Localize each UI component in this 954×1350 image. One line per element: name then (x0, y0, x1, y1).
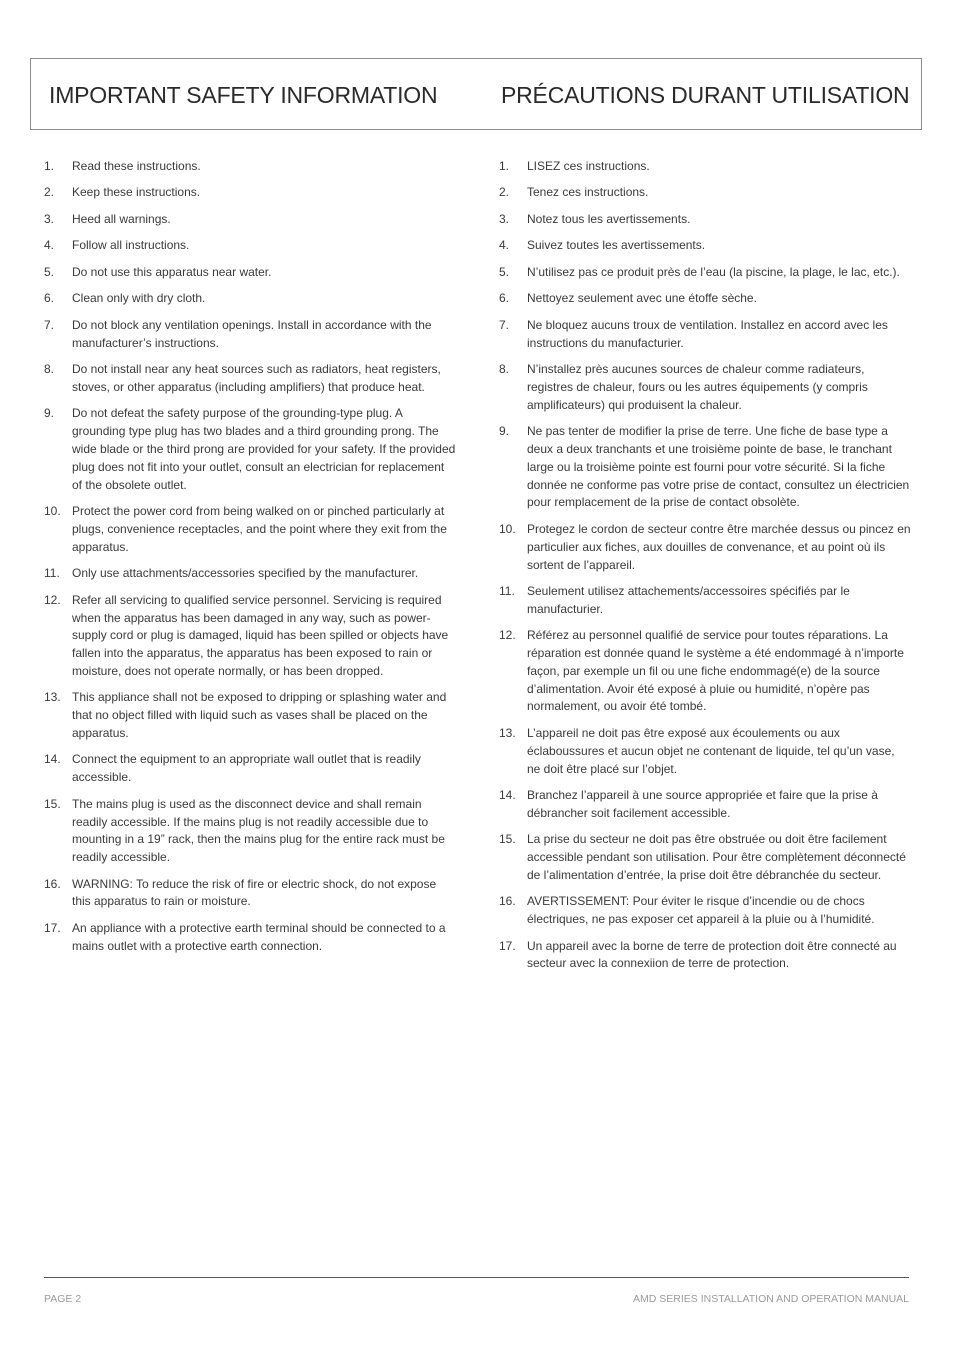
item-text: LISEZ ces instructions. (527, 159, 650, 173)
footer-page-number: PAGE 2 (44, 1293, 82, 1305)
list-item (499, 627, 911, 716)
footer-divider (44, 1277, 909, 1278)
item-text: Suivez toutes les avertissements. (527, 238, 706, 253)
list-item (499, 184, 911, 202)
list-item (44, 796, 456, 867)
list-item (499, 211, 911, 229)
item-number: 7. (499, 317, 510, 332)
list-item (499, 237, 911, 255)
list-item (499, 264, 911, 282)
item-text: Read these instructions. (72, 159, 201, 173)
list-item (499, 893, 911, 929)
safety-list-english (44, 158, 456, 964)
item-text: N’installez près aucunes sources de chaleur comme radiateurs, registres de chaleur, fours ou les autres équipements (y compris amplificateurs) qui produisent la chaleur. (527, 362, 868, 412)
list-item (499, 938, 911, 974)
list-item (44, 689, 456, 742)
item-number: 9. (499, 424, 510, 439)
item-text: Seulement utilisez attachements/accessoires spécifiés par le manufacturier. (527, 584, 850, 616)
list-item (499, 158, 911, 176)
list-item (44, 920, 456, 956)
item-text: This appliance shall not be exposed to dripping or splashing water and that no object filled with liquid such as vases shall be placed on the apparatus. (72, 690, 447, 740)
header-box (30, 58, 922, 130)
item-text: L’appareil ne doit pas être exposé aux écoulements ou aux éclaboussures et aucun objet ne contenant de liquide, tel qu’un vase, ne doit être placé sur l’objet. (527, 725, 895, 776)
item-number: 10. (499, 521, 516, 536)
item-number: 2. (44, 185, 55, 200)
list-item (44, 317, 456, 353)
list-item (499, 831, 911, 884)
footer-manual-title: AMD SERIES INSTALLATION AND OPERATION MANUAL (633, 1293, 909, 1305)
list-item (44, 405, 456, 494)
item-text: Ne pas tenter de modifier la prise de terre. Une fiche de base type a deux a deux tranchants et une troisième pointe de base, le tranchant large ou la troisième pointe est fourni pour votre sécurité. Si la fiche donnée ne conforme pas votre prise de contact, consultez un électricien pour remplacement de la prise de contact obsolète. (527, 424, 910, 510)
list-item (44, 751, 456, 787)
list-item (44, 503, 456, 556)
item-number: 16. (44, 876, 61, 891)
item-number: 15. (44, 796, 61, 811)
list-item (44, 290, 456, 308)
item-text: AVERTISSEMENT: Pour éviter le risque d’incendie ou de chocs électriques, ne pas exposer cet appareil à la pluie ou à l’humidité. (527, 894, 875, 927)
item-text: Ne bloquez aucuns troux de ventilation. Installez en accord avec les instructions du manufacturier. (527, 317, 888, 350)
item-number: 3. (499, 211, 510, 226)
item-text: Nettoyez seulement avec une étoffe sèche. (527, 291, 757, 306)
list-item (499, 787, 911, 823)
item-text: La prise du secteur ne doit pas être obstruée ou doit être facilement accessible pendant son utilisation. Pour être complètement déconnecté de l’alimentation d’entrée, la prise doit être débranchée du secteur. (527, 832, 906, 882)
item-number: 1. (44, 159, 55, 173)
item-number: 8. (499, 362, 510, 377)
item-text: Do not use this apparatus near water. (72, 264, 272, 279)
title-english: IMPORTANT SAFETY INFORMATION (49, 82, 438, 108)
item-number: 4. (499, 238, 510, 253)
item-number: 9. (44, 406, 55, 421)
item-number: 3. (44, 211, 55, 226)
list-item (44, 876, 456, 912)
item-number: 6. (499, 291, 510, 306)
item-number: 12. (499, 628, 516, 643)
item-text: Connect the equipment to an appropriate wall outlet that is readily accessible. (72, 752, 421, 785)
item-number: 11. (44, 566, 60, 581)
item-text: Un appareil avec la borne de terre de protection doit être connecté au secteur avec la connexiion de terre de protection. (527, 938, 897, 971)
list-item (499, 423, 911, 512)
list-item (499, 583, 911, 619)
item-number: 17. (44, 920, 61, 935)
item-text: Heed all warnings. (72, 211, 171, 226)
item-number: 16. (499, 894, 516, 909)
item-number: 7. (44, 317, 55, 332)
list-item (499, 521, 911, 574)
item-text: An appliance with a protective earth terminal should be connected to a mains outlet with a protective earth connection. (72, 920, 446, 953)
list-item (44, 211, 456, 229)
item-text: Follow all instructions. (72, 238, 190, 253)
item-text: Tenez ces instructions. (527, 185, 649, 200)
item-number: 5. (44, 264, 55, 279)
list-item (499, 361, 911, 414)
item-number: 13. (499, 725, 516, 740)
item-text: Notez tous les avertissements. (527, 211, 691, 226)
list-item (499, 290, 911, 308)
item-text: N’utilisez pas ce produit près de l’eau (la piscine, la plage, le lac, etc.). (527, 264, 900, 279)
item-number: 6. (44, 291, 55, 306)
item-text: Keep these instructions. (72, 185, 201, 200)
list-item (499, 725, 911, 778)
item-number: 14. (44, 752, 61, 767)
item-number: 14. (499, 788, 516, 803)
item-text: Clean only with dry cloth. (72, 291, 206, 306)
item-number: 12. (44, 592, 61, 607)
item-text: WARNING: To reduce the risk of fire or electric shock, do not expose this apparatus to rain or moisture. (72, 876, 437, 909)
item-number: 13. (44, 690, 61, 705)
safety-list-french (499, 158, 911, 982)
item-number: 10. (44, 504, 61, 519)
item-text: Référez au personnel qualifié de service pour toutes réparations. La réparation est donnée quand le système a été endommagé à n’importe façon, par exemple un fil ou une fiche endommagé(e) de la source d’alimentation. Avoir été exposé à pluie ou humidité, n’opère pas normalement, ou avoir été tombé. (527, 628, 904, 714)
list-item (44, 158, 456, 176)
item-text: Branchez l’appareil à une source appropriée et faire que la prise à débrancher soit facilement accessible. (527, 788, 878, 820)
item-number: 1. (499, 159, 510, 173)
list-item (44, 592, 456, 681)
item-text: Refer all servicing to qualified service personnel. Servicing is required when the apparatus has been damaged in any way, such as power-supply cord or plug is damaged, liquid has been spilled or objects have fallen into the apparatus, the apparatus has been exposed to rain or moisture, does not operate normally, or has been dropped. (72, 592, 449, 678)
item-text: Protegez le cordon de secteur contre être marchée dessus ou pincez en particulier aux fiches, aux douilles de convenance, et au point où ils sortent de l’appareil. (527, 521, 911, 572)
list-item (44, 237, 456, 255)
list-item (44, 361, 456, 397)
list-item (44, 184, 456, 202)
item-number: 11. (499, 584, 515, 599)
item-number: 4. (44, 238, 55, 253)
list-item (499, 317, 911, 353)
title-french: PRÉCAUTIONS DURANT UTILISATION (501, 82, 910, 108)
item-number: 17. (499, 938, 516, 953)
item-text: Do not install near any heat sources such as radiators, heat registers, stoves, or other apparatus (including amplifiers) that produce heat. (72, 362, 441, 394)
item-text: Protect the power cord from being walked on or pinched particularly at plugs, convenience receptacles, and the point where they exit from the apparatus. (72, 504, 447, 554)
item-text: Do not block any ventilation openings. Install in accordance with the manufacturer’s instructions. (72, 317, 432, 350)
list-item (44, 264, 456, 282)
item-number: 8. (44, 362, 55, 377)
item-number: 2. (499, 185, 510, 200)
item-number: 5. (499, 264, 510, 279)
item-text: Only use attachments/accessories specified by the manufacturer. (72, 566, 419, 581)
item-text: Do not defeat the safety purpose of the grounding-type plug. A grounding type plug has two blades and a third grounding prong. The wide blade or the third prong are provided for your safety. If the provided plug does not fit into your outlet, consult an electrician for replacement of the obsolete outlet. (72, 406, 456, 492)
list-item (44, 565, 456, 583)
item-number: 15. (499, 832, 516, 847)
item-text: The mains plug is used as the disconnect device and shall remain readily accessible. If the mains plug is not readily accessible due to mounting in a 19” rack, then the mains plug for the entire rack must be readily accessible. (72, 796, 445, 865)
